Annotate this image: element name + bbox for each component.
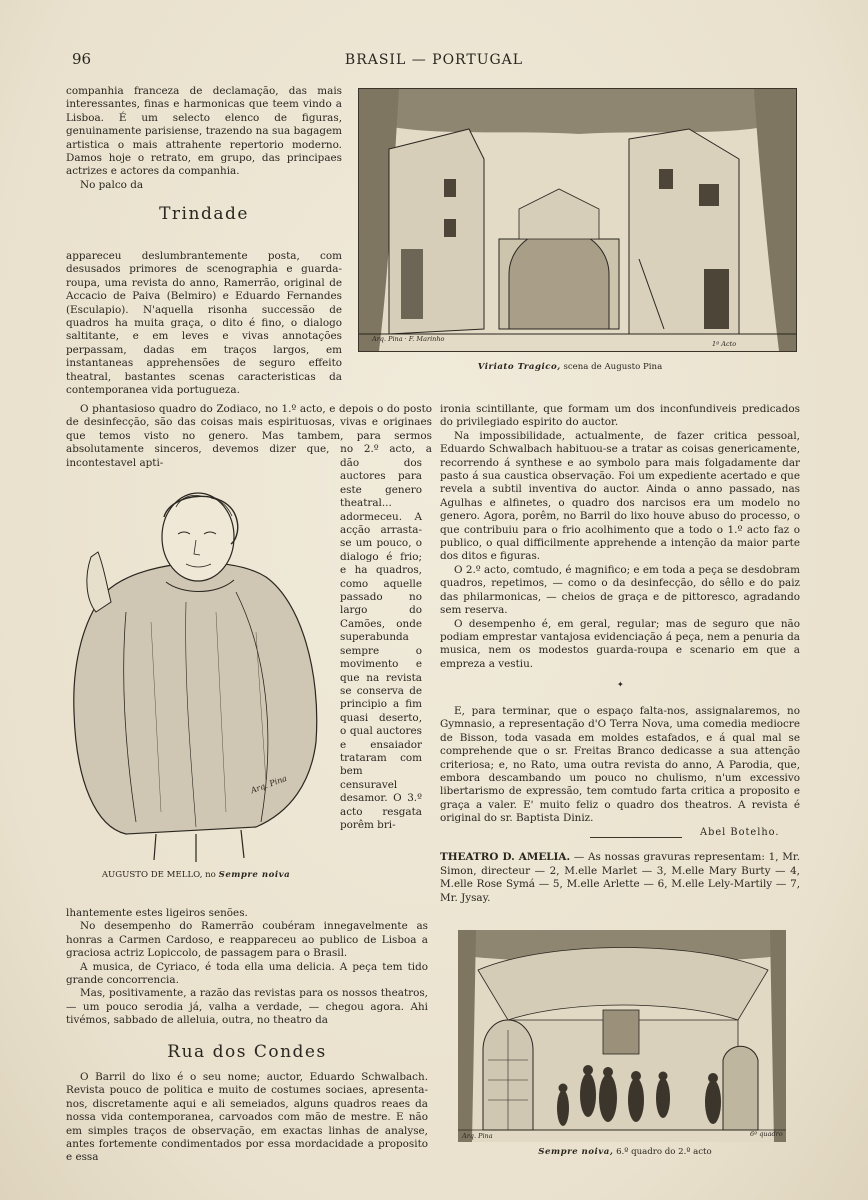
sempre-noiva-caption-title: Sempre noiva, [538,1147,614,1157]
author-signature: Abel Botelho. [700,827,780,838]
trindade-text [66,250,342,397]
intro-paragraph: companhia franceza de declamação, das mais interessantes, finas e harmonicas que teem vindo a Lisboa. É um selecto elenco de figuras, genuinamente parisiense, trazendo na sua bagagem artistica o mais attrahente repertorio moderno. Damos hoje o retrato, em grupo, das principaes actrizes e actores da companhia. [66,85,342,178]
sempre-noiva-caption-rest: 6.º quadro do 2.º acto [616,1147,712,1157]
viriato-caption-title: Viriato Tragico, [477,362,561,372]
after-paragraph-3: A musica, de Cyriaco, é toda ella uma delicia. A peça tem tido grande concorrencia. [66,960,428,987]
theatre-note [440,851,800,905]
condes-paragraph: O Barril do lixo é o seu nome; auctor, Eduardo Schwalbach. Revista pouco de politica e muito de costumes sociaes, apresenta-nos, discretamente aqui e ali semeiados, alguns quadros reaes da nossa vida contemporanea, carvoados com mão de mestre. E não em simples traços de observação, em exactas linhas de analyse, antes fortemente condimentados por essa mordacidade a proposito e essa [66,1071,428,1164]
bottom-illustration-signature-left: Arq. Pina [462,1132,493,1140]
portrait-signature: Arq. Pina [249,773,289,796]
left-after-portrait [66,907,428,1028]
left-top-text [66,85,342,192]
portrait-caption [66,870,326,880]
right-paragraph-5: E, para terminar, que o espaço falta-nos, assignalaremos, no Gymnasio, a representação d'O Terra Nova, uma comedia mediocre de Bisson, toda vasada em moldes estafados, e á qual mal se comprehende que o sr. Freitas Branco dedicasse a sua attenção criteriosa; e, no Rato, uma outra revista do anno, A Parodia, que, embora descambando um pouco no chulismo, n'um excessivo libertarismo de expressão, tem comtudo farta critica a proposito e graça a valer. E' muito feliz o quadro dos theatros. A revista é original do sr. Baptista Diniz. [440,705,800,825]
trindade-paragraph: appareceu deslumbrantemente posta, com desusados primores de scenographia e guarda-roupa, uma revista do anno, Ramerrão, original de Accacio de Paiva (Belmiro) e Eduardo Fernandes (Esculapio). N'aquella risonha successão de quadros ha muita graça, o dito é fino, o dialogo saltitante, e em leves e vivas annotações perpassam, dadas em traços largos, em instantaneas apprehensões de seguro effeito theatral, bastantes scenas caracteristicas da contemporanea vida portugueza. [66,250,342,397]
right-paragraph-3: O 2.º acto, comtudo, é magnifico; e em toda a peça se desdobram quadros, repetimos, — como o da desinfecção, do sêllo e do paiz das philarmonicas, — cheios de graça e de pittoresco, agradando sem reserva. [440,563,800,617]
narrow-column-text [340,457,422,832]
right-column-text-2 [440,705,800,826]
viriato-caption [440,362,700,372]
top-illustration-signature-left: Arq. Pina · F. Marinho [372,335,445,343]
section-star: ✦ [617,680,624,689]
narrow-column-paragraph: dão dos auctores para este genero theatral... adormeceu. A acção arrasta-se um pouco, o dialogo é frio; e ha quadros, como aquelle passado no largo do Camões, onde superabunda sempre o movimento e que na revista se conserva de principio a fim quasi deserto, o qual auctores e ensaiador trataram com bem censuravel desamor. O 3.º acto resgata porêm bri- [340,457,422,831]
right-column-text [440,403,800,671]
viriato-tragico-illustration [358,88,797,352]
condes-text [66,1071,428,1165]
divider-rule [590,837,682,838]
stage-drawing [359,89,796,351]
sempre-noiva-illustration [458,930,786,1142]
after-paragraph-1: lhantemente estes ligeiros senões. [66,907,248,919]
after-paragraph-4: Mas, positivamente, a razão das revistas para os nossos theatros, — um pouco serodia já, valha a verdade, — chegou agora. Ahi tivémos, sabbado de alleluia, outra, no theatro da [66,987,428,1027]
portrait-drawing [66,482,338,866]
bottom-illustration-signature-right: 6º quadro [750,1130,783,1138]
heading-trindade: Trindade [159,204,249,224]
top-illustration-signature-right: 1º Acto [712,340,737,348]
sempre-noiva-caption [500,1147,750,1157]
running-title: BRASIL — PORTUGAL [344,52,524,68]
zodiaco-paragraph: O phantasioso quadro do Zodiaco, no 1.º acto, e depois o do posto de desinfecção, são das coisas mais espirituosas, vivas e originaes que temos visto no genero. Mas tambem, para sermos absolutamente sinceros, devemos dizer que, no 2.º acto, a incontestavel apti- [66,403,432,469]
heading-rua-dos-condes: Rua dos Condes [167,1042,327,1062]
viriato-caption-rest: scena de Augusto Pina [563,362,663,372]
portrait-caption-name: AUGUSTO DE MELLO, no [101,870,216,880]
right-paragraph-2: Na impossibilidade, actualmente, de fazer critica pessoal, Eduardo Schwalbach habituou-se a tratar as coisas genericamente, recorrendo á synthese e ao symbolo para mais folgadamente dar pasto á sua caustica observação. Foi um expediente acertado e que revela a subtil inventiva do auctor. Ainda o anno passado, nas Agulhas e alfinetes, o quadro dos narcisos era um modelo no genero. Agora, porêm, no Barril do lixo houve abuso do processo, o que contribuiu para o frio acolhimento que a todo o 1.º acto faz o publico, o qual difficilmente apprehende a intenção da maior parte dos ditos e figuras. [440,429,800,563]
no-palco-line: No palco da [80,178,144,191]
portrait-illustration [66,482,338,866]
portrait-caption-play: Sempre noiva [218,870,291,880]
theatre-note-text: — As nossas gravuras representam: 1, Mr. Simon, directeur — 2, M.elle Marlet — 3, M.elle Mary Burty — 4, M.elle Rose Symá — 5, M.elle Arlette — 6, M.elle Lely-Martily — 7, Mr. Jysay. [440,851,801,904]
theatre-note-head: THEATRO D. AMELIA. [440,851,571,863]
interior-drawing [458,930,786,1142]
right-paragraph-4: O desempenho é, em geral, regular; mas de seguro que não podiam emprestar vantajosa evidenciação á peça, nem a penuria da musica, nem os modestos guarda-roupa e scenario em que a empreza a vestiu. [440,617,800,670]
page-number: 96 [72,50,92,68]
right-paragraph-1: ironia scintillante, que formam um dos inconfundiveis predicados do privilegiado espirito do auctor. [440,403,800,429]
after-paragraph-2: No desempenho do Ramerrão coubéram innegavelmente as honras a Carmen Cardoso, e reappareceu ao publico de Lisboa a graciosa actriz Lopiccolo, de passagem para o Brasil. [66,920,428,960]
